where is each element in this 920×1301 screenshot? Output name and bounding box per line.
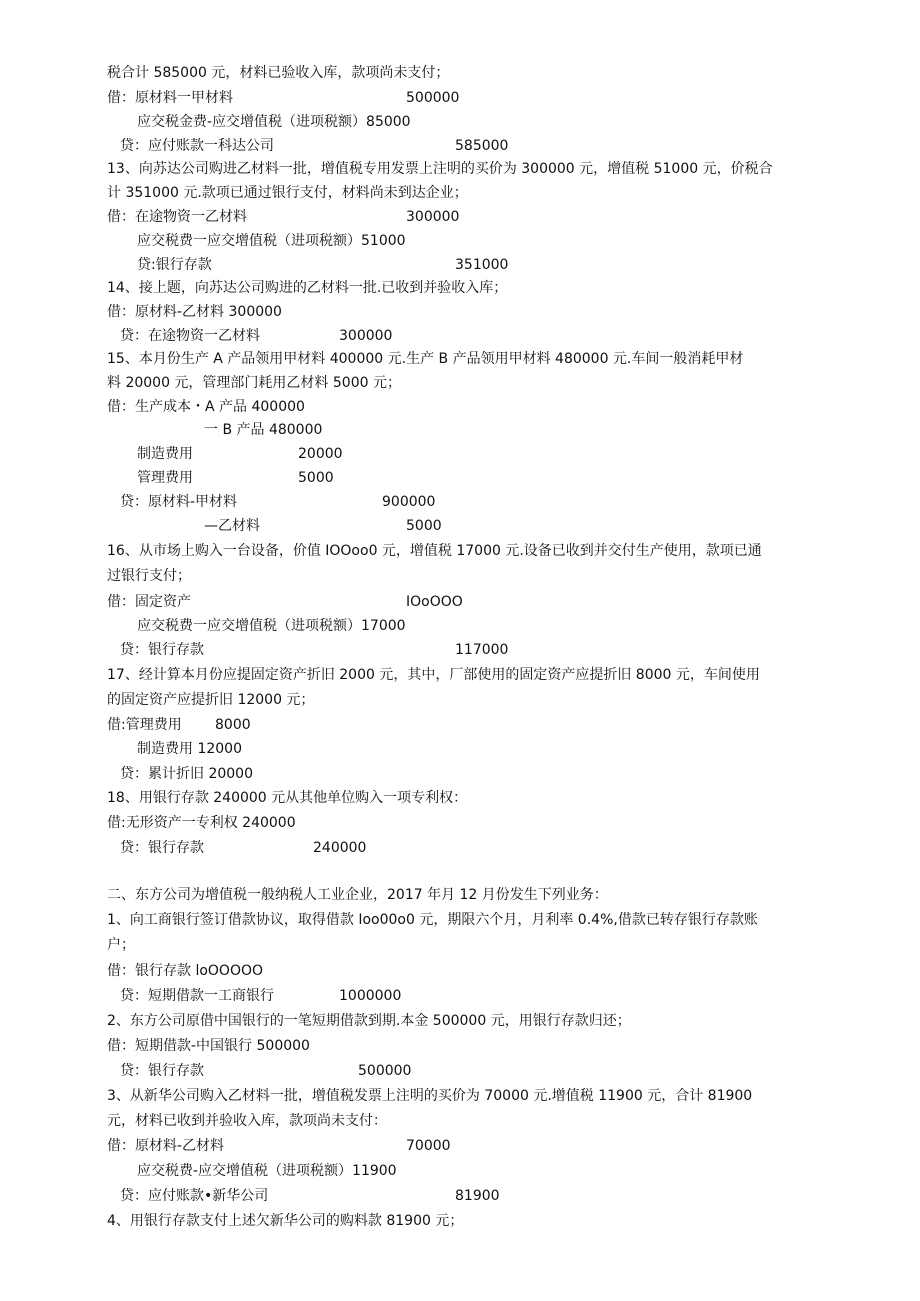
question-text: 2、东方公司原借中国银行的一笔短期借款到期.本金 500000 元，用银行存款归还； xyxy=(107,1013,631,1029)
journal-debit: 借：在途物资一乙材料 xyxy=(107,209,247,225)
question-text: 3、从新华公司购入乙材料一批，增值税发票上注明的买价为 70000 元.增值税 11900 元，合计 81900 xyxy=(107,1088,753,1104)
journal-debit: 应交税费一应交增值税（进项税额）51000 xyxy=(137,233,406,249)
question-text: 18、用银行存款 240000 元从其他单位购入一项专利权： xyxy=(107,790,468,806)
amount: 300000 xyxy=(406,209,460,225)
amount: 585000 xyxy=(455,138,509,154)
journal-debit: 借：原材料-乙材料 300000 xyxy=(107,304,282,320)
question-text: 料 20000 元，管理部门耗用乙材料 5000 元； xyxy=(107,375,401,391)
journal-debit: 借：原材料一甲材料 xyxy=(107,90,233,106)
amount: 81900 xyxy=(455,1188,500,1204)
amount: 500000 xyxy=(406,90,460,106)
question-text: 计 351000 元.款项已通过银行支付，材料尚未到达企业； xyxy=(107,185,468,201)
journal-debit: 一 B 产品 480000 xyxy=(204,422,323,438)
amount: 1000000 xyxy=(339,988,402,1004)
amount: 70000 xyxy=(406,1138,451,1154)
journal-debit: 借：固定资产 xyxy=(107,594,191,610)
question-text: 15、本月份生产 A 产品领用甲材料 400000 元.生产 B 产品领用甲材料 480000 元.车间一般消耗甲材 xyxy=(107,351,744,367)
question-text: 14、接上题，向苏达公司购进的乙材料一批.已收到并验收入库； xyxy=(107,280,508,296)
question-text: 17、经计算本月份应提固定资产折旧 2000 元，其中，厂部使用的固定资产应提折旧 8000 元，车间使用 xyxy=(107,667,760,683)
journal-credit: 贷：短期借款一工商银行 xyxy=(120,988,274,1004)
question-text: 的固定资产应提折旧 12000 元； xyxy=(107,692,315,708)
amount: 5000 xyxy=(406,518,442,534)
amount: IOoOOO xyxy=(406,594,463,610)
journal-credit: —乙材料 xyxy=(204,518,260,534)
journal-credit: 贷：银行存款 xyxy=(120,642,204,658)
journal-debit: 应交税费一应交增值税（进项税额）17000 xyxy=(137,618,406,634)
amount: 500000 xyxy=(358,1063,412,1079)
journal-credit: 贷：原材料-甲材料 xyxy=(120,494,238,510)
journal-debit: 借：银行存款 loOOOOO xyxy=(107,963,264,979)
amount: 240000 xyxy=(313,840,367,856)
question-text: 13、向苏达公司购进乙材料一批，增值税专用发票上注明的买价为 300000 元，增值税 51000 元，价税合 xyxy=(107,161,773,177)
journal-debit: 借:无形资产一专利权 240000 xyxy=(107,815,296,831)
question-text: 过银行支付； xyxy=(107,568,191,584)
journal-debit: 借：生产成本・A 产品 400000 xyxy=(107,399,305,415)
amount: 900000 xyxy=(382,494,436,510)
journal-debit: 制造费用 xyxy=(137,446,193,462)
journal-debit: 借：原材料-乙材料 xyxy=(107,1138,225,1154)
journal-credit: 贷：在途物资一乙材料 xyxy=(120,328,260,344)
question-text: 1、向工商银行签订借款协议，取得借款 Ioo00o0 元，期限六个月，月利率 0.4%,借款已转存银行存款账 xyxy=(107,912,758,928)
journal-credit: 贷：银行存款 xyxy=(120,840,204,856)
journal-credit: 贷：银行存款 xyxy=(120,1063,204,1079)
journal-debit: 应交税费-应交增值税（进项税额）11900 xyxy=(137,1163,397,1179)
amount: 351000 xyxy=(455,257,509,273)
amount: 5000 xyxy=(298,470,334,486)
amount: 8000 xyxy=(215,717,251,733)
section-heading: 二、东方公司为增值税一般纳税人工业企业，2017 年月 12 月份发生下列业务： xyxy=(107,887,608,903)
journal-debit: 应交税金费-应交增值税（进项税额）85000 xyxy=(137,114,411,130)
amount: 300000 xyxy=(339,328,393,344)
question-text: 元，材料已收到并验收入库，款项尚未支付： xyxy=(107,1113,387,1129)
journal-debit: 管理费用 xyxy=(137,470,193,486)
text-line: 税合计 585000 元，材料已验收入库，款项尚未支付； xyxy=(107,65,450,81)
journal-credit: 贷：累计折旧 20000 xyxy=(120,766,253,782)
question-text: 4、用银行存款支付上述欠新华公司的购料款 81900 元； xyxy=(107,1213,464,1229)
question-text: 户； xyxy=(107,937,135,953)
journal-credit: 贷：应付账款一科达公司 xyxy=(120,138,274,154)
journal-credit: 贷:银行存款 xyxy=(137,257,212,273)
amount: 20000 xyxy=(298,446,343,462)
journal-debit: 借：短期借款-中国银行 500000 xyxy=(107,1038,310,1054)
amount: 117000 xyxy=(455,642,509,658)
journal-debit: 制造费用 12000 xyxy=(137,741,242,757)
journal-credit: 贷：应付账款•新华公司 xyxy=(120,1188,269,1204)
journal-debit: 借:管理费用 xyxy=(107,717,182,733)
question-text: 16、从市场上购入一台设备，价值 IOOoo0 元，增值税 17000 元.设备已收到并交付生产使用，款项已通 xyxy=(107,543,762,559)
